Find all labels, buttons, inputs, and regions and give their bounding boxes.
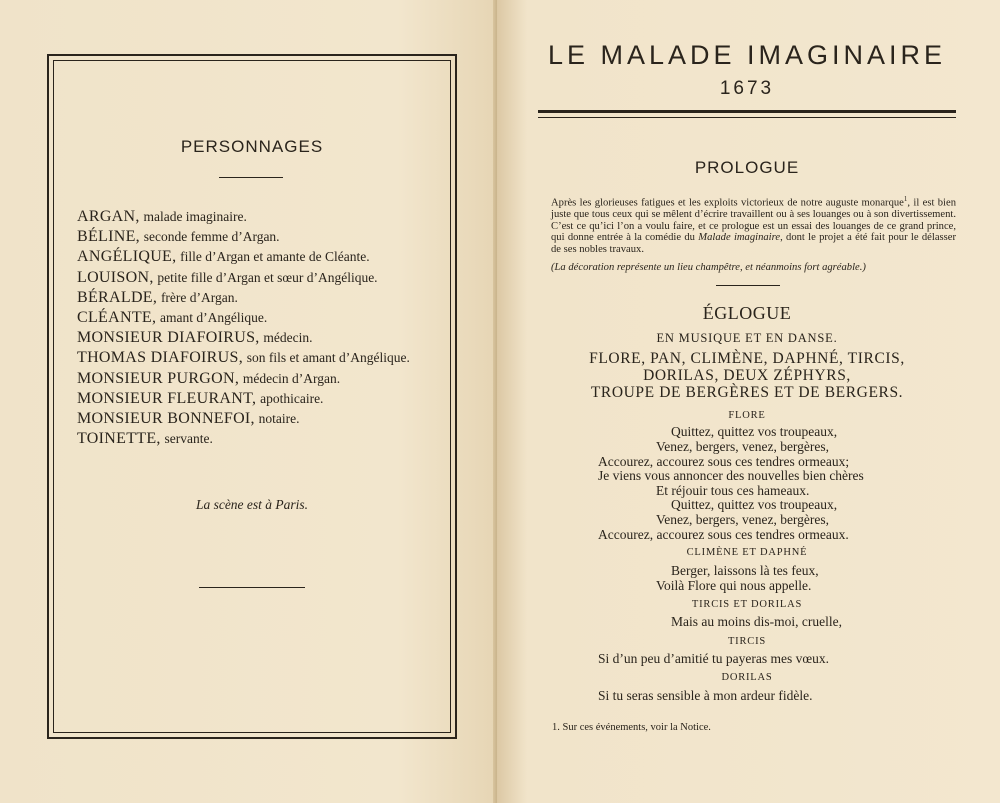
- verse-line: Venez, bergers, venez, bergères,: [656, 512, 830, 527]
- character-description: frère d’Argan.: [160, 289, 238, 305]
- character-name: BÉRALDE,: [77, 288, 158, 306]
- verse-line: Venez, bergers, venez, bergères,: [656, 439, 830, 454]
- character-entry: [77, 429, 447, 449]
- character-entry: [77, 369, 447, 389]
- verse-line: Berger, laissons là tes feux,: [671, 563, 819, 578]
- character-name: CLÉANTE,: [77, 309, 157, 327]
- character-name: MONSIEUR DIAFOIRUS,: [77, 329, 260, 347]
- character-description: seconde femme d’Argan.: [143, 229, 280, 245]
- eglogue-subtitle: EN MUSIQUE ET EN DANSE.: [656, 331, 838, 345]
- play-title-italic: Malade imaginaire: [698, 232, 781, 244]
- character-list: [77, 207, 447, 449]
- character-entry: [77, 348, 447, 368]
- character-entry: [77, 308, 447, 328]
- character-name: MONSIEUR PURGON,: [77, 369, 240, 387]
- closing-divider: [199, 587, 305, 588]
- speaker-label: DORILAS: [721, 672, 773, 683]
- character-name: BÉLINE,: [77, 228, 140, 246]
- verse-line: Quittez, quittez vos troupeaux,: [671, 497, 838, 512]
- character-name: LOUISON,: [77, 268, 154, 286]
- prologue-text-part: , dont le projet a été fait pour le délasser de ses nobles travaux.: [551, 232, 957, 255]
- eglogue-cast-line: DORILAS, DEUX ZÉPHYRS,: [643, 367, 851, 384]
- stage-direction: (La décoration représente un lieu champêtre, et néanmoins fort agréable.): [551, 262, 866, 273]
- character-description: fille d’Argan et amante de Cléante.: [180, 249, 370, 265]
- speaker-label: TIRCIS: [727, 636, 767, 647]
- character-name: ARGAN,: [77, 208, 140, 225]
- speaker-label: CLIMÈNE ET DAPHNÉ: [686, 547, 808, 558]
- character-name: ANGÉLIQUE,: [77, 248, 177, 266]
- prologue-paragraph: [551, 194, 956, 256]
- character-description: amant d’Angélique.: [160, 310, 268, 326]
- title-divider: [219, 177, 283, 178]
- character-entry: [77, 268, 447, 288]
- character-entry: [77, 328, 447, 348]
- verse-line: Accourez, accourez sous ces tendres ormeaux;: [598, 454, 850, 469]
- character-description: médecin d’Argan.: [242, 370, 341, 386]
- character-description: petite fille d’Argan et sœur d’Angélique.: [157, 269, 378, 285]
- verse-line: Voilà Flore qui nous appelle.: [656, 578, 812, 593]
- verse-line: Mais au moins dis-moi, cruelle,: [671, 614, 842, 629]
- eglogue-cast-line: TROUPE DE BERGÈRES ET DE BERGERS.: [590, 384, 904, 401]
- character-description: son fils et amant d’Angélique.: [246, 350, 410, 366]
- verse-line: Quittez, quittez vos troupeaux,: [671, 424, 838, 439]
- character-name: MONSIEUR BONNEFOI,: [77, 410, 255, 428]
- verse-line: Si tu seras sensible à mon ardeur fidèle.: [598, 688, 813, 703]
- character-description: malade imaginaire.: [143, 209, 247, 224]
- title-rule-thin: [538, 117, 956, 118]
- prologue-title: PROLOGUE: [694, 158, 800, 177]
- title-rule-thick: [538, 110, 956, 113]
- play-year: 1673: [719, 78, 775, 99]
- character-entry: [77, 409, 447, 429]
- character-description: médecin.: [263, 330, 313, 346]
- verse-line: Si d’un peu d’amitié tu payeras mes vœux.: [598, 651, 829, 666]
- character-entry: [77, 247, 447, 267]
- character-entry: [77, 288, 447, 308]
- footnote: 1. Sur ces événements, voir la Notice.: [552, 722, 711, 733]
- verse-line: Accourez, accourez sous ces tendres ormeaux.: [598, 527, 849, 542]
- character-description: notaire.: [258, 411, 300, 427]
- cast-title: PERSONNAGES: [180, 137, 324, 156]
- character-entry: [77, 227, 447, 247]
- prologue-divider: [716, 285, 780, 286]
- verse-line: Je viens vous annoncer des nouvelles bien chères: [598, 468, 864, 483]
- character-entry: [77, 389, 447, 409]
- verse-line: Et réjouir tous ces hameaux.: [656, 483, 810, 498]
- speaker-label: FLORE: [728, 410, 766, 421]
- eglogue-title: ÉGLOGUE: [702, 303, 792, 323]
- eglogue-cast-line: FLORE, PAN, CLIMÈNE, DAPHNÉ, TIRCIS,: [589, 350, 905, 367]
- footnote-ref: 1: [903, 195, 908, 203]
- character-description: apothicaire.: [260, 390, 324, 406]
- character-description: servante.: [164, 431, 213, 447]
- prologue-text-part: Après les glorieuses fatigues et les exploits victorieux de notre auguste monarque: [551, 197, 904, 209]
- character-name: THOMAS DIAFOIRUS,: [77, 349, 244, 367]
- character-entry: [77, 207, 447, 227]
- speaker-label: TIRCIS ET DORILAS: [691, 599, 803, 610]
- character-name: MONSIEUR FLEURANT,: [77, 389, 257, 407]
- prologue-text-part: , il est bien juste que tous ceux qui se mêlent d’écrire travaillent ou à ses louanges ou à son divertissement. C’est ce qu’ici l’on a voulu faire, et ce prologue est un essai des louanges de ce grand prince, qui donne entrée à la comédie du: [551, 197, 956, 244]
- scene-location-note: La scène est à Paris.: [195, 497, 309, 512]
- play-title: LE MALADE IMAGINAIRE: [547, 40, 947, 70]
- character-name: TOINETTE,: [77, 430, 161, 448]
